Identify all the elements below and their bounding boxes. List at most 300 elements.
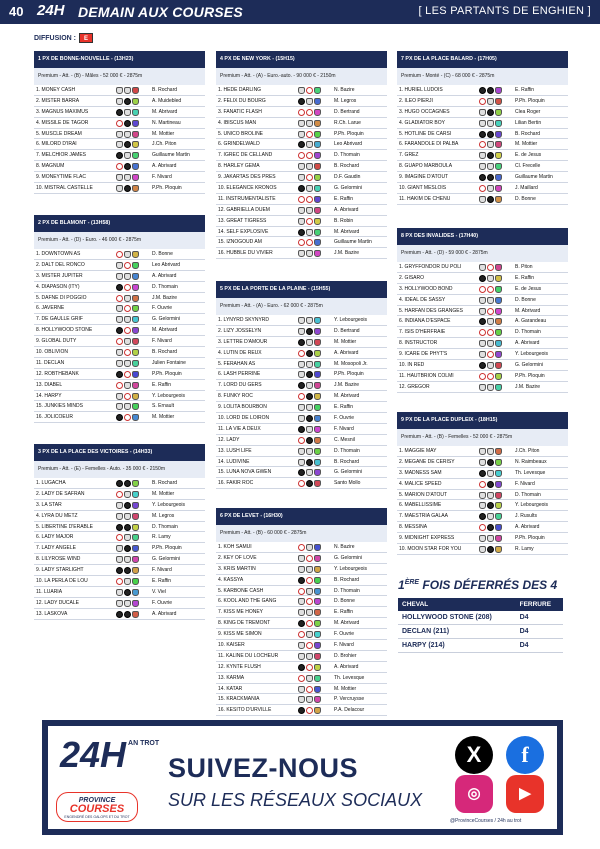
horse-name: 1. MONEY CASH bbox=[36, 87, 76, 93]
shoeing-icons bbox=[298, 480, 321, 487]
shoe-icon bbox=[116, 393, 123, 400]
runner-row bbox=[397, 349, 568, 360]
shoe-icon bbox=[298, 480, 305, 487]
jockey-name: J. Maillard bbox=[515, 185, 538, 192]
jockey-name: F. Nivard bbox=[334, 425, 354, 432]
shoe-icon bbox=[306, 448, 313, 455]
race-title: 6 PX DE LEVET - (16H30) bbox=[216, 508, 387, 525]
silk-icon bbox=[132, 262, 139, 269]
shoe-icon bbox=[116, 109, 123, 116]
horse-name: 11. LA VIE A DEUX bbox=[218, 425, 261, 432]
silk-icon bbox=[495, 109, 502, 116]
shoe-icon bbox=[306, 437, 313, 444]
jockey-name: J.M. Bazire bbox=[152, 294, 178, 301]
shoeing-icons bbox=[298, 120, 321, 127]
shoeing-icons bbox=[116, 556, 139, 563]
silk-icon bbox=[495, 120, 502, 127]
horse-name: 3. HOLLYWOOD BOND bbox=[399, 285, 453, 292]
race-conditions: Premium - Att. - (B) - Mâles - 52 000 € - 2875m bbox=[34, 68, 205, 85]
jockey-name: E. Raffin bbox=[152, 578, 172, 585]
silk-icon bbox=[314, 350, 321, 357]
runner-row bbox=[216, 705, 387, 716]
shoe-icon bbox=[479, 546, 486, 553]
shoe-icon bbox=[116, 589, 123, 596]
horse-name: 7. LORD DU GERS bbox=[218, 382, 262, 389]
jockey-name: A. Abrivard bbox=[152, 272, 177, 279]
shoe-icon bbox=[487, 459, 494, 466]
horse-name: 9. MIDNIGHT EXPRESS bbox=[399, 535, 455, 542]
runner-row bbox=[34, 260, 205, 271]
shoeing-icons bbox=[298, 350, 321, 357]
shoe-icon bbox=[298, 328, 305, 335]
shoe-icon bbox=[116, 174, 123, 181]
race-conditions: Premium - Att. - (A) - Euro. - 62 000 € - 2875m bbox=[216, 298, 387, 315]
runner-row bbox=[34, 565, 205, 576]
silk-icon bbox=[132, 360, 139, 367]
race-conditions: Premium - Att. - (A) - Euro.-auto. - 90 000 € - 2150m bbox=[216, 68, 387, 85]
shoe-icon bbox=[116, 556, 123, 563]
shoeing-icons bbox=[479, 152, 502, 159]
jockey-name: P.Ph. Ploquin bbox=[515, 535, 545, 542]
horse-name: 5. UNICO BROLINE bbox=[218, 130, 264, 137]
race-block bbox=[397, 228, 568, 393]
runner-row bbox=[216, 183, 387, 194]
shoeing-icons bbox=[116, 349, 139, 356]
shoeing-icons bbox=[298, 317, 321, 324]
horse-name: 9. IMAGINE D'ATOUT bbox=[399, 174, 449, 181]
jockey-name: P.Ph. Ploquin bbox=[152, 185, 182, 192]
shoeing-icons bbox=[479, 470, 502, 477]
silk-icon bbox=[495, 373, 502, 380]
horse-name: 9. LOLITA BOURBON bbox=[218, 404, 267, 411]
shoe-icon bbox=[306, 577, 313, 584]
shoeing-icons bbox=[298, 588, 321, 595]
horse-name: 1. DOWNTOWN AS bbox=[36, 251, 81, 257]
shoe-icon bbox=[124, 338, 131, 345]
horse-name: 10. KAISER bbox=[218, 642, 245, 649]
jockey-name: Y. Lebourgeois bbox=[334, 317, 367, 323]
horse-name: 10. IN RED bbox=[399, 362, 425, 369]
shoe-icon bbox=[487, 163, 494, 170]
horse-name: 2. LADY DE SAFRAN bbox=[36, 490, 85, 497]
shoe-icon bbox=[487, 120, 494, 127]
shoeing-icons bbox=[298, 437, 321, 444]
shoe-icon bbox=[306, 393, 313, 400]
silk-icon bbox=[314, 218, 321, 225]
horse-name: 16. HUBBLE DU VIVIER bbox=[218, 250, 273, 257]
jockey-name: E. Raffin bbox=[334, 609, 354, 616]
silk-icon bbox=[314, 544, 321, 551]
silk-icon bbox=[314, 696, 321, 703]
horse-name: 12. LADY DUCALE bbox=[36, 599, 79, 606]
horse-name: 7. MAESTRIA GALAA bbox=[399, 513, 448, 520]
runner-row bbox=[216, 684, 387, 695]
social-handle: @ProvinceCourses / 24h au trot bbox=[450, 818, 522, 824]
shoeing-icons bbox=[298, 393, 321, 400]
shoe-icon bbox=[298, 250, 305, 257]
silk-icon bbox=[495, 131, 502, 138]
shoeing-icons bbox=[298, 555, 321, 562]
shoe-icon bbox=[487, 362, 494, 369]
shoe-icon bbox=[479, 109, 486, 116]
silk-icon bbox=[132, 120, 139, 127]
shoe-icon bbox=[306, 653, 313, 660]
horse-name: 11. LUARIA bbox=[36, 588, 63, 595]
jockey-name: Guillaume Martin bbox=[334, 239, 372, 246]
shoe-icon bbox=[298, 675, 305, 682]
facebook-icon[interactable]: f bbox=[506, 736, 544, 774]
jockey-name: M. Mottier bbox=[334, 685, 357, 692]
runner-row bbox=[216, 391, 387, 402]
race-block bbox=[397, 412, 568, 555]
shoeing-icons bbox=[298, 664, 321, 671]
shoe-icon bbox=[124, 251, 131, 258]
horse-name: 3. LETTRE D'AMOUR bbox=[218, 338, 268, 345]
shoe-icon bbox=[479, 459, 486, 466]
silk-icon bbox=[132, 524, 139, 531]
jockey-name: D. Thomain bbox=[334, 447, 360, 454]
silk-icon bbox=[314, 588, 321, 595]
shoe-icon bbox=[116, 382, 123, 389]
shoe-icon bbox=[306, 207, 313, 214]
horse-name: 15. LUNA NOVA GWEN bbox=[218, 469, 272, 476]
horse-name: 1. HURIEL LUDOIS bbox=[399, 87, 443, 93]
shoe-icon bbox=[116, 185, 123, 192]
runner-row bbox=[397, 183, 568, 194]
shoeing-icons bbox=[298, 675, 321, 682]
jockey-name: D. Thomain bbox=[152, 283, 178, 290]
shoeing-icons bbox=[479, 340, 502, 347]
silk-icon bbox=[314, 469, 321, 476]
jockey-name: F. Nivard bbox=[152, 338, 172, 345]
silk-icon bbox=[495, 185, 502, 192]
horse-name: 16. JOLICOEUR bbox=[36, 414, 73, 421]
jockey-name: G. Gelormini bbox=[334, 469, 363, 476]
banner-logo: 24H AN TROT bbox=[60, 734, 160, 775]
shoe-icon bbox=[116, 141, 123, 148]
horse-name: 9. LADY STARLIGHT bbox=[36, 567, 84, 574]
horse-name: 6. MILORD D'IRAI bbox=[36, 141, 77, 148]
silk-icon bbox=[314, 609, 321, 616]
silk-icon bbox=[314, 339, 321, 346]
instagram-icon[interactable]: ◎ bbox=[455, 775, 493, 813]
youtube-icon[interactable]: ▶ bbox=[506, 775, 544, 813]
shoe-icon bbox=[298, 109, 305, 116]
runner-row bbox=[34, 412, 205, 423]
runner-row bbox=[397, 306, 568, 317]
shoeing-icons bbox=[116, 262, 139, 269]
shoe-icon bbox=[124, 502, 131, 509]
shoe-icon bbox=[124, 316, 131, 323]
runner-row bbox=[397, 468, 568, 479]
horse-name: 7. IGREC DE CELLAND bbox=[218, 152, 273, 159]
page-number: 40 bbox=[9, 4, 24, 19]
shoe-icon bbox=[479, 163, 486, 170]
runner-row bbox=[34, 118, 205, 129]
runner-row bbox=[216, 596, 387, 607]
shoe-icon bbox=[479, 152, 486, 159]
horse-name: 5. KARBONE CASH bbox=[218, 587, 264, 594]
jockey-name: N. Bazire bbox=[334, 87, 355, 93]
jockey-name: S. Ernault bbox=[152, 403, 174, 410]
shoe-icon bbox=[298, 152, 305, 159]
shoe-icon bbox=[479, 470, 486, 477]
jockey-name: D.F. Gaudin bbox=[334, 174, 361, 181]
shoeing-icons bbox=[479, 459, 502, 466]
shoe-icon bbox=[124, 414, 131, 421]
shoe-icon bbox=[479, 264, 486, 271]
jockey-name: D. Bonne bbox=[515, 296, 536, 303]
jockey-name: J.M. Bazire bbox=[334, 250, 360, 257]
shoeing-icons bbox=[116, 360, 139, 367]
jockey-name: D. Bonne bbox=[334, 598, 355, 605]
jockey-name: J.M. Bazire bbox=[515, 383, 541, 390]
jockey-name: A. Abrivard bbox=[152, 163, 177, 170]
jockey-name: B. Rochard bbox=[334, 458, 360, 465]
shoe-icon bbox=[306, 707, 313, 714]
runner-row bbox=[34, 543, 205, 554]
shoeing-icons bbox=[298, 598, 321, 605]
silk-icon bbox=[495, 502, 502, 509]
silk-icon bbox=[495, 481, 502, 488]
shoeing-icons bbox=[298, 448, 321, 455]
shoe-icon bbox=[487, 481, 494, 488]
shoeing-icons bbox=[479, 264, 502, 271]
silk-icon bbox=[495, 513, 502, 520]
shoeing-icons bbox=[298, 131, 321, 138]
shoe-icon bbox=[298, 598, 305, 605]
shoe-icon bbox=[306, 469, 313, 476]
banner-title: SUIVEZ-NOUS bbox=[168, 753, 359, 783]
race-block bbox=[397, 51, 568, 205]
shoeing-icons bbox=[298, 631, 321, 638]
shoe-icon bbox=[116, 262, 123, 269]
silk-icon bbox=[495, 174, 502, 181]
silk-icon bbox=[132, 163, 139, 170]
silk-icon bbox=[314, 653, 321, 660]
horse-name: 7. GREZ bbox=[399, 152, 419, 159]
runner-row bbox=[216, 380, 387, 391]
shoeing-icons bbox=[298, 207, 321, 214]
shoeing-icons bbox=[298, 328, 321, 335]
horse-name: 6. INDIANA D'ESPACE bbox=[399, 318, 451, 325]
shoe-icon bbox=[124, 513, 131, 520]
runner-row bbox=[397, 172, 568, 183]
race-title: 4 PX DE NEW YORK - (15H15) bbox=[216, 51, 387, 68]
deferes-table bbox=[398, 598, 563, 653]
shoe-icon bbox=[306, 218, 313, 225]
shoe-icon bbox=[298, 631, 305, 638]
jockey-name: Julien Fontaine bbox=[152, 359, 186, 366]
jockey-name: E. de Jesus bbox=[515, 152, 542, 159]
jockey-name: F. Ouvrie bbox=[334, 631, 355, 638]
jockey-name: J. Rusults bbox=[515, 513, 537, 520]
shoe-icon bbox=[298, 642, 305, 649]
runner-row bbox=[34, 271, 205, 282]
diffusion bbox=[34, 33, 93, 43]
silk-icon bbox=[495, 297, 502, 304]
silk-icon bbox=[132, 589, 139, 596]
x-icon[interactable]: X bbox=[455, 736, 493, 774]
jockey-name: B. Rochard bbox=[334, 163, 360, 170]
horse-name: 5. FERAHAN AS bbox=[218, 360, 256, 367]
runner-row bbox=[34, 107, 205, 118]
jockey-name: A. Abrivard bbox=[334, 349, 359, 356]
table-row: DECLAN (211) D4 bbox=[398, 625, 563, 639]
silk-icon bbox=[132, 556, 139, 563]
race-title: 5 PX DE LA PORTE DE LA PLAINE - (15H55) bbox=[216, 281, 387, 298]
horse-name: 7. LADY ANGELE bbox=[36, 545, 76, 552]
horse-name: 5. HOTLINE DE CARSI bbox=[399, 130, 452, 137]
shoe-icon bbox=[306, 109, 313, 116]
runner-row bbox=[34, 249, 205, 260]
shoe-icon bbox=[487, 492, 494, 499]
silk-icon bbox=[495, 152, 502, 159]
shoe-icon bbox=[124, 98, 131, 105]
horse-name: 6. JAVERNE bbox=[36, 305, 65, 312]
shoeing-icons bbox=[298, 707, 321, 714]
runner-row bbox=[216, 478, 387, 489]
silk-icon bbox=[314, 598, 321, 605]
silk-icon bbox=[132, 251, 139, 258]
silk-icon bbox=[495, 384, 502, 391]
jockey-name: R. Lamy bbox=[515, 546, 534, 553]
horse-name: 4. MALICE SPEED bbox=[399, 480, 442, 487]
silk-icon bbox=[314, 437, 321, 444]
shoe-icon bbox=[306, 696, 313, 703]
silk-icon bbox=[314, 620, 321, 627]
runner-row bbox=[397, 544, 568, 555]
shoeing-icons bbox=[116, 338, 139, 345]
jockey-name: E. Raffin bbox=[334, 195, 354, 202]
silk-icon bbox=[132, 545, 139, 552]
shoe-icon bbox=[298, 361, 305, 368]
shoe-icon bbox=[116, 371, 123, 378]
shoeing-icons bbox=[479, 362, 502, 369]
race-block bbox=[34, 51, 205, 194]
shoe-icon bbox=[487, 87, 494, 94]
runner-row bbox=[216, 662, 387, 673]
shoeing-icons bbox=[479, 174, 502, 181]
jockey-name: Leo Abrivard bbox=[152, 261, 181, 268]
runner-row bbox=[216, 150, 387, 161]
col-cheval: CHEVAL bbox=[398, 598, 516, 611]
shoeing-icons bbox=[298, 544, 321, 551]
runner-row bbox=[397, 107, 568, 118]
shoe-icon bbox=[487, 546, 494, 553]
shoeing-icons bbox=[116, 163, 139, 170]
silk-icon bbox=[132, 414, 139, 421]
shoe-icon bbox=[124, 611, 131, 618]
runner-row bbox=[216, 694, 387, 705]
section-title: DEMAIN AUX COURSES bbox=[78, 4, 243, 20]
runner-row bbox=[216, 337, 387, 348]
silk-icon bbox=[314, 250, 321, 257]
horse-name: 3. FANATIC FLASH bbox=[218, 108, 262, 115]
shoe-icon bbox=[116, 502, 123, 509]
runner-row bbox=[397, 273, 568, 284]
jockey-name: M. Legros bbox=[152, 512, 175, 519]
shoeing-icons bbox=[479, 373, 502, 380]
horse-name: 2. ILEO PIERJI bbox=[399, 97, 433, 104]
race-conditions: Premium - Att. - (E) - Femelles - Auto. - 35 000 € - 2150m bbox=[34, 461, 205, 478]
runner-row bbox=[397, 85, 568, 96]
jockey-name: M. Abrivard bbox=[334, 620, 360, 627]
shoeing-icons bbox=[298, 426, 321, 433]
horse-name: 13. GREAT TIGRESS bbox=[218, 217, 267, 224]
runner-row bbox=[216, 107, 387, 118]
horse-name: 15. JUNKIES MINDS bbox=[36, 403, 83, 410]
runner-row bbox=[216, 402, 387, 413]
shoe-icon bbox=[487, 448, 494, 455]
silk-icon bbox=[314, 239, 321, 246]
jockey-name: N. Bazire bbox=[334, 544, 355, 550]
province-courses-logo: PROVINCE COURSES ENGENDRÉ DES GALOPS ET DU TROT bbox=[56, 792, 138, 822]
jockey-name: F. Ouvrie bbox=[152, 305, 173, 312]
runner-row bbox=[34, 139, 205, 150]
shoe-icon bbox=[487, 384, 494, 391]
shoe-icon bbox=[479, 297, 486, 304]
shoe-icon bbox=[298, 469, 305, 476]
jockey-name: E. Raffin bbox=[152, 381, 172, 388]
shoe-icon bbox=[479, 174, 486, 181]
horse-name: 1. LUGACHA bbox=[36, 480, 66, 486]
silk-icon bbox=[314, 459, 321, 466]
shoe-icon bbox=[479, 373, 486, 380]
horse-name: 11. DECLAN bbox=[36, 359, 65, 366]
shoe-icon bbox=[487, 185, 494, 192]
jockey-name: N. Martineau bbox=[152, 119, 181, 126]
shoe-icon bbox=[298, 131, 305, 138]
shoe-icon bbox=[487, 109, 494, 116]
jockey-name: F. Nivard bbox=[334, 642, 354, 649]
silk-icon bbox=[132, 502, 139, 509]
shoe-icon bbox=[479, 308, 486, 315]
runner-row bbox=[216, 85, 387, 96]
shoeing-icons bbox=[479, 98, 502, 105]
shoeing-icons bbox=[298, 577, 321, 584]
shoeing-icons bbox=[479, 481, 502, 488]
silk-icon bbox=[314, 480, 321, 487]
shoe-icon bbox=[298, 141, 305, 148]
shoe-icon bbox=[124, 295, 131, 302]
shoe-icon bbox=[298, 448, 305, 455]
shoeing-icons bbox=[479, 318, 502, 325]
runner-row bbox=[397, 500, 568, 511]
shoe-icon bbox=[116, 491, 123, 498]
shoeing-icons bbox=[479, 513, 502, 520]
jockey-name: Th. Levesque bbox=[515, 469, 546, 476]
horse-name: 7. ISIS D'HERFRAIE bbox=[399, 329, 446, 336]
silk-icon bbox=[132, 152, 139, 159]
silk-icon bbox=[132, 371, 139, 378]
silk-icon bbox=[132, 480, 139, 487]
runner-row bbox=[397, 139, 568, 150]
shoe-icon bbox=[116, 534, 123, 541]
horse-name: 5. MUSCLE DREAM bbox=[36, 130, 82, 137]
silk-icon bbox=[495, 329, 502, 336]
horse-name: 1. MAGGIE MAY bbox=[399, 448, 437, 454]
shoe-icon bbox=[487, 308, 494, 315]
horse-name: 1. HEDE DARLING bbox=[218, 87, 262, 93]
horse-name: 10. OBLIVION bbox=[36, 349, 68, 356]
horse-name: 6. LASH PERRINE bbox=[218, 371, 261, 378]
horse-name: 11. INSTRUMENTALISTE bbox=[218, 195, 276, 202]
runner-row bbox=[397, 118, 568, 129]
jockey-name: B. Rochard bbox=[152, 480, 178, 486]
shoeing-icons bbox=[116, 327, 139, 334]
horse-name: 4. MISSILE DE TAGOR bbox=[36, 119, 89, 126]
